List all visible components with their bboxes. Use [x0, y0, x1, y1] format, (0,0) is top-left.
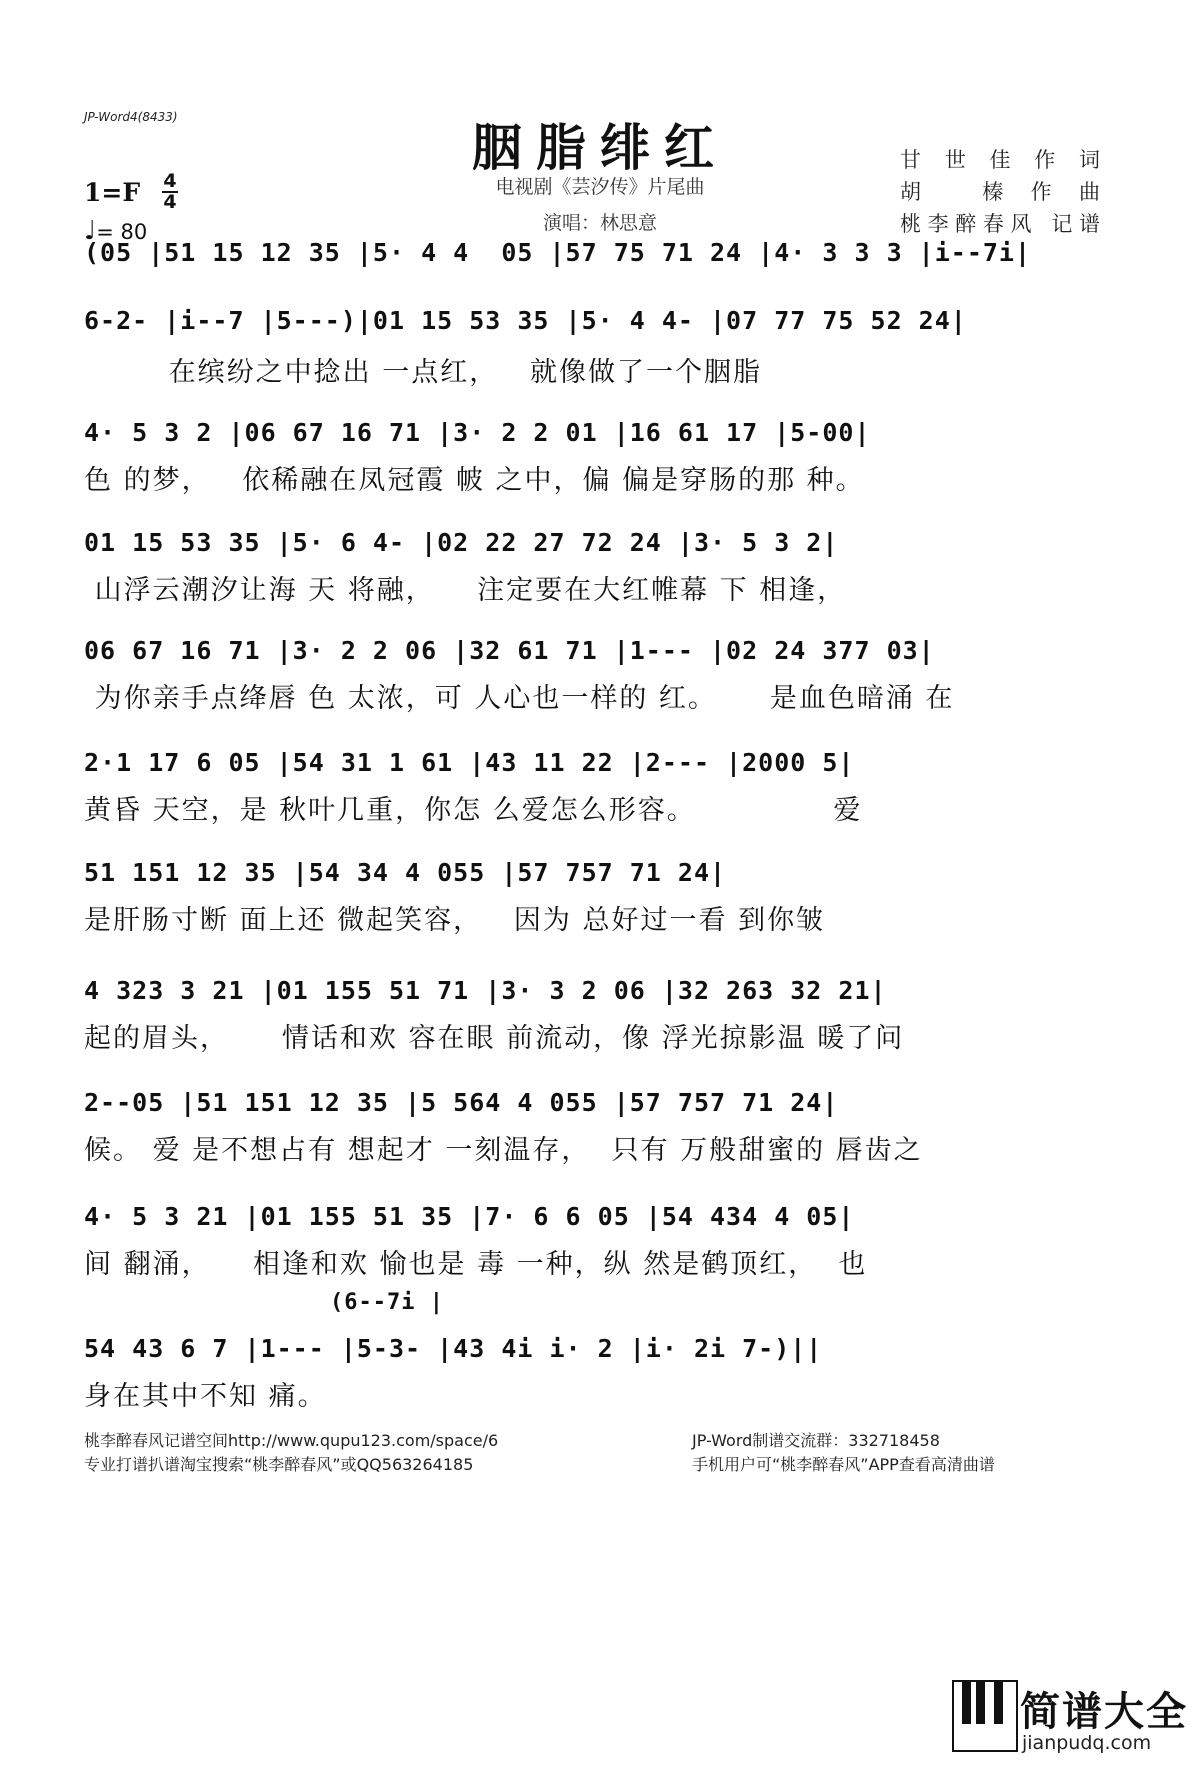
time-signature: [162, 172, 178, 212]
score-line-10-notes: 4· 5 3 21 |01 155 51 35 |7· 6 6 05 |54 434 4 05|: [84, 1202, 855, 1231]
score-line-8-lyrics: 起的眉头， 情话和欢 容在眼 前流动，像 浮光掠影温 暖了问: [84, 1023, 905, 1054]
software-label: JP-Word4(8433): [84, 110, 178, 124]
score-line-11-notes: 54 43 6 7 |1--- |5-3- |43 4i i· 2 |i· 2i 7-)||: [84, 1334, 823, 1363]
quarter-note-icon: ♩: [84, 216, 97, 246]
footer-left-line-2: 专业打谱扒谱淘宝搜索“桃李醉春风”或QQ563264185: [84, 1455, 474, 1474]
score-line-7-lyrics: 是肝肠寸断 面上还 微起笑容， 因为 总好过一看 到你皱: [84, 905, 826, 936]
score-line-10-lyrics: 间 翻涌， 相逢和欢 愉也是 毒 一种，纵 然是鹤顶红， 也: [84, 1249, 868, 1280]
score-line-2-lyrics: 在缤纷之中捻出 一点红， 就像做了一个胭脂: [84, 357, 762, 388]
score-line-5-lyrics: 为你亲手点绛唇 色 太浓，可 人心也一样的 红。 是血色暗涌 在: [84, 683, 955, 714]
score-line-6-lyrics: 黄昏 天空，是 秋叶几重，你怎 么爱怎么形容。 爱: [84, 795, 863, 826]
logo-url: jianpudq.com: [1022, 1732, 1152, 1754]
lyricist-credit: 甘世佳作词: [900, 148, 1100, 172]
composer-credit: 胡 榛作曲: [900, 180, 1100, 204]
score-line-4-lyrics: 山浮云潮汐让海 天 将融， 注定要在大红帷幕 下 相逢，: [84, 575, 847, 606]
site-logo: [952, 1680, 1192, 1760]
score-line-1-notes: (05 |51 15 12 35 |5· 4 4 05 |57 75 71 24 |4· 3 3 3 |i--7i|: [84, 238, 1032, 267]
score-line-9-lyrics: 候。 爱 是不想占有 想起才 一刻温存， 只有 万般甜蜜的 唇齿之: [84, 1135, 923, 1166]
score-line-2-notes: 6-2- |i--7 |5---)|01 15 53 35 |5· 4 4- |07 77 75 52 24|: [84, 306, 967, 335]
time-signature-bottom: 4: [163, 191, 177, 213]
score-line-3-notes: 4· 5 3 2 |06 67 16 71 |3· 2 2 01 |16 61 17 |5-00|: [84, 418, 871, 447]
alt-ending-notes: (6--7i |: [330, 1290, 444, 1315]
singer-label: 演唱：林思意: [542, 212, 657, 234]
footer-right-line-1: JP-Word制谱交流群：332718458: [692, 1431, 940, 1450]
footer-right-line-2: 手机用户可“桃李醉春风”APP查看高清曲谱: [692, 1455, 995, 1474]
tempo-value: = 80: [96, 220, 148, 244]
score-line-7-notes: 51 151 12 35 |54 34 4 055 |57 757 71 24|: [84, 858, 727, 887]
time-signature-top: 4: [163, 170, 177, 192]
song-subtitle: 电视剧《芸汐传》片尾曲: [495, 176, 705, 198]
score-line-6-notes: 2·1 17 6 05 |54 31 1 61 |43 11 22 |2--- |2000 5|: [84, 748, 855, 777]
score-line-5-notes: 06 67 16 71 |3· 2 2 06 |32 61 71 |1--- |02 24 377 03|: [84, 636, 935, 665]
score-line-3-lyrics: 色 的梦， 依稀融在凤冠霞 帔 之中，偏 偏是穿肠的那 种。: [84, 465, 865, 496]
footer-left-line-1: 桃李醉春风记谱空间http://www.qupu123.com/space/6: [84, 1431, 499, 1450]
piano-keys-icon: [952, 1680, 1018, 1752]
logo-text: 简谱大全: [1020, 1689, 1188, 1735]
score-line-8-notes: 4 323 3 21 |01 155 51 71 |3· 3 2 06 |32 263 32 21|: [84, 976, 887, 1005]
song-title: 胭脂绯红: [472, 118, 728, 177]
transcriber-credit: 桃李醉春风 记谱: [900, 212, 1100, 236]
score-line-9-notes: 2--05 |51 151 12 35 |5 564 4 055 |57 757 71 24|: [84, 1088, 839, 1117]
score-line-11-lyrics: 身在其中不知 痛。: [84, 1381, 327, 1412]
key-signature: 1=F: [84, 178, 141, 207]
score-line-4-notes: 01 15 53 35 |5· 6 4- |02 22 27 72 24 |3· 5 3 2|: [84, 528, 839, 557]
